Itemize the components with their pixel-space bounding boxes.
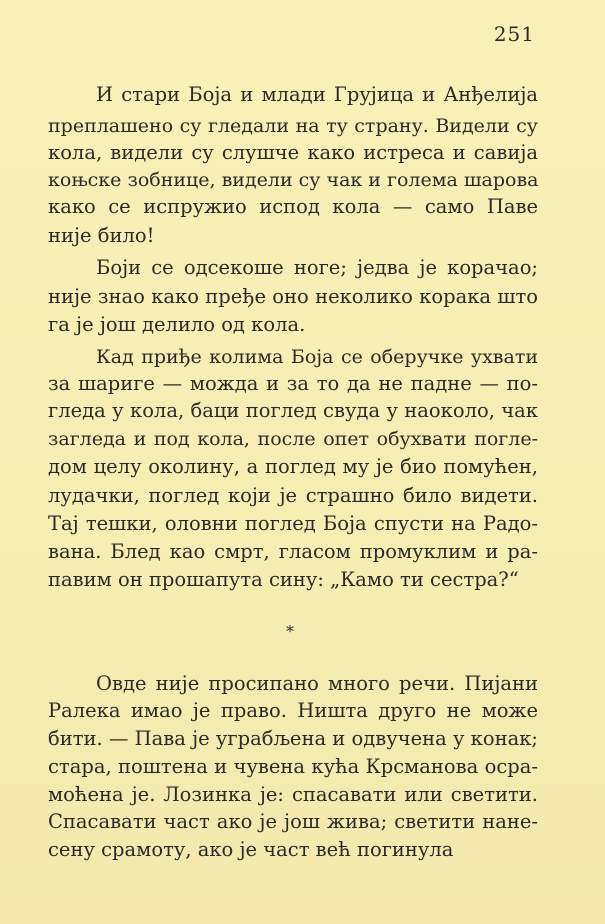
page-number: 251 [493,22,535,46]
text-line: Овде није просипано много речи. Пијани [96,672,538,695]
text-line: Боји се одсекоше ноге; једва је корачао; [96,256,538,279]
text-line: Тај тешки, оловни поглед Боја спусти на Радо- [48,512,538,535]
text-line: лудачки, поглед који је страшно било видети. [48,484,538,507]
text-line: Спасавати част ако је још жива; светити нане- [48,810,538,833]
section-separator: * [286,622,294,641]
text-line: павим он прошапута сину: „Камо ти сестра?“ [48,568,519,591]
text-line: И стари Боја и млади Грујица и Анђелија [96,83,538,106]
text-line: гледа у кола, баци поглед свуда у наоколо, чак [48,399,538,422]
text-line: Кад приђе колима Боја се оберучке ухвати [96,346,538,368]
text-line: моћена је. Лозинка је: спасавати или светити. [48,783,538,806]
text-line: га је још делило од кола. [48,313,306,336]
text-line: стара, поштена и чувена кућа Крсманова осра- [48,755,538,778]
text-line: вана. Блед као смрт, гласом промуклим и ра- [48,540,538,563]
text-line: загледа и под кола, после опет обухвати погле- [48,428,538,450]
text-line: Ралека имао је право. Ништа друго не може [48,699,538,722]
text-line: бити. — Пава је уграбљена и одвучена у конак; [48,727,538,750]
text-line: за шариге — можда и за то да не падне — по- [48,372,538,395]
text-line: како се испружио испод кола — само Паве [48,195,538,218]
text-line: није знао како пређе оно неколико корака што [48,285,538,308]
text-line: није било! [48,224,155,247]
text-line: дом целу околину, а поглед му је био помућен, [48,455,538,478]
text-line: кола, видели су слушче како истреса и савија [48,141,538,164]
text-line: сену срамоту, ако је част већ погинула [48,838,454,861]
text-line: преплашено су гледали на ту страну. Видели су [48,115,538,137]
text-line: коњске зобнице, видели су чак и голема шарова [48,169,539,191]
